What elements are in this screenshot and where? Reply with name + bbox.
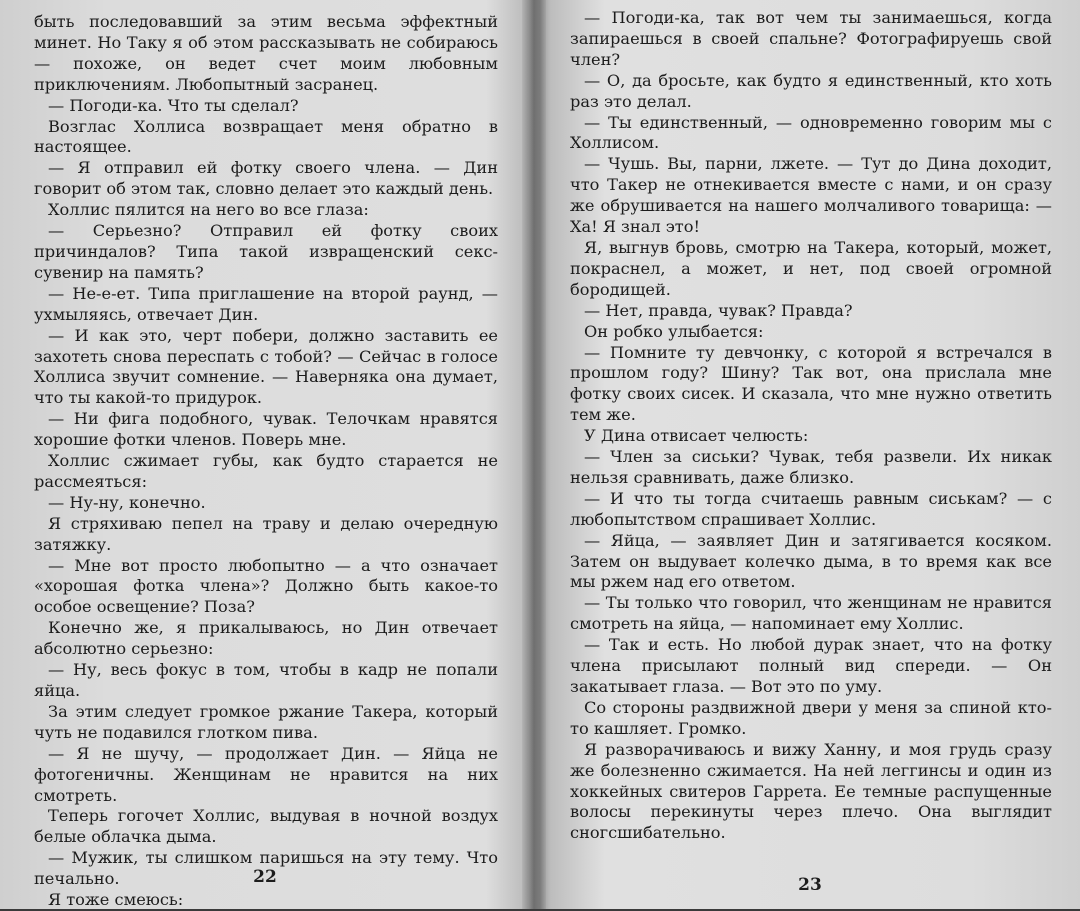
paragraph: — Ну, весь фокус в том, чтобы в кадр не попали яйца. — [34, 660, 498, 700]
page-number-right: 23 — [798, 875, 822, 895]
left-page-text — [34, 12, 498, 911]
paragraph: Холлис сжимает губы, как будто старается не рассмеяться: — [34, 451, 498, 491]
paragraph: — Серьезно? Отправил ей фотку своих причиндалов? Типа такой извращенский секс-сувенир на память? — [34, 221, 498, 282]
paragraph: — Мужик, ты слишком паришься на эту тему. Что печально. — [34, 848, 498, 889]
paragraph: — Ты единственный, — одновременно говорим мы с Холлисом. — [570, 112, 1052, 153]
paragraph: Теперь гогочет Холлис, выдувая в ночной воздух белые облачка дыма. — [34, 806, 498, 847]
paragraph: — Так и есть. Но любой дурак знает, что на фотку члена присылают полный вид спереди. — Он закатывает глаза. — Вот это по уму. — [570, 635, 1052, 696]
paragraph: — Помните ту девчонку, с которой я встречался в прошлом году? Шину? Так вот, она прислала мне фотку своих сисек. И сказала, что мне нужно ответить тем же. — [570, 342, 1052, 425]
paragraph: — Чушь. Вы, парни, лжете. — Тут до Дина доходит, что Такер не отнекивается вместе с нами, и он сразу же обрушивается на нашего молчаливого товарища: — Ха! Я знал это! — [570, 154, 1052, 237]
paragraph: Со стороны раздвижной двери у меня за спиной кто-то кашляет. Громко. — [570, 697, 1052, 738]
paragraph: Возглас Холлиса возвращает меня обратно в настоящее. — [34, 116, 498, 157]
paragraph: У Дина отвисает челюсть: — [584, 426, 809, 446]
paragraph: Он робко улыбается: — [584, 321, 764, 341]
paragraph: — Мне вот просто любопытно — а что означает «хорошая фотка члена»? Должно быть какое-то особое освещение? Поза? — [34, 555, 498, 617]
paragraph: — Ни фига подобного, чувак. Телочкам нравятся хорошие фотки членов. Поверь мне. — [34, 409, 498, 450]
paragraph: — Нет, правда, чувак? Правда? — [584, 300, 853, 320]
page-number-left: 22 — [253, 867, 277, 887]
paragraph: За этим следует громкое ржание Такера, который чуть не подавился глотком пива. — [34, 701, 498, 742]
paragraph: — Я не шучу, — продолжает Дин. — Яйца не фотогеничны. Женщинам не нравится на них смотреть. — [34, 743, 498, 805]
paragraph: — Погоди-ка. Что ты сделал? — [48, 95, 299, 115]
paragraph: — Погоди-ка, так вот чем ты занимаешься, когда запираешься в своей спальне? Фотографируешь свой член? — [570, 8, 1052, 69]
right-page-text — [570, 8, 1052, 844]
paragraph: — И как это, черт побери, должно заставить ее захотеть снова переспать с тобой? — Сейчас в голосе Холлиса звучит сомнение. — Наверняка она думает, что ты какой-то придурок. — [34, 325, 498, 408]
paragraph: Холлис пялится на него во все глаза: — [48, 200, 369, 220]
paragraph: Я разворачиваюсь и вижу Ханну, и моя грудь сразу же болезненно сжимается. На ней леггинсы и один из хоккейных свитеров Гаррета. Ее темные распущенные волосы перекинуты через плечо. Она выглядит сногсшибательно. — [570, 739, 1052, 843]
paragraph: — Ты только что говорил, что женщинам не нравится смотреть на яйца, — напоминает ему Холлис. — [570, 593, 1052, 634]
paragraph: быть последовавший за этим весьма эффектный минет. Но Таку я об этом рассказывать не собираюсь — похоже, он ведет счет моим любовным приключениям. Любопытный засранец. — [34, 12, 498, 94]
paragraph: — Не-е-ет. Типа приглашение на второй раунд, — ухмыляясь, отвечает Дин. — [34, 283, 498, 324]
right-page — [540, 0, 1080, 909]
paragraph: Я тоже смеюсь: — [48, 890, 184, 910]
paragraph: Я, выгнув бровь, смотрю на Такера, который, может, покраснел, а может, и нет, под своей огромной бородищей. — [570, 237, 1052, 299]
paragraph: — И что ты тогда считаешь равным сиськам? — с любопытством спрашивает Холлис. — [570, 488, 1052, 529]
paragraph: — Я отправил ей фотку своего члена. — Дин говорит об этом так, словно делает это каждый день. — [34, 158, 498, 199]
paragraph: — О, да бросьте, как будто я единственный, кто хоть раз это делал. — [570, 70, 1052, 111]
paragraph: Конечно же, я прикалываюсь, но Дин отвечает абсолютно серьезно: — [34, 618, 498, 659]
paragraph: — Ну-ну, конечно. — [48, 492, 206, 512]
left-page — [0, 0, 530, 909]
paragraph: — Яйца, — заявляет Дин и затягивается косяком. Затем он выдувает колечко дыма, в то время как все мы ржем над его ответом. — [570, 530, 1052, 592]
paragraph: Я стряхиваю пепел на траву и делаю очередную затяжку. — [34, 513, 498, 554]
paragraph: — Член за сиськи? Чувак, тебя развели. Их никак нельзя сравнивать, даже близко. — [570, 447, 1052, 487]
